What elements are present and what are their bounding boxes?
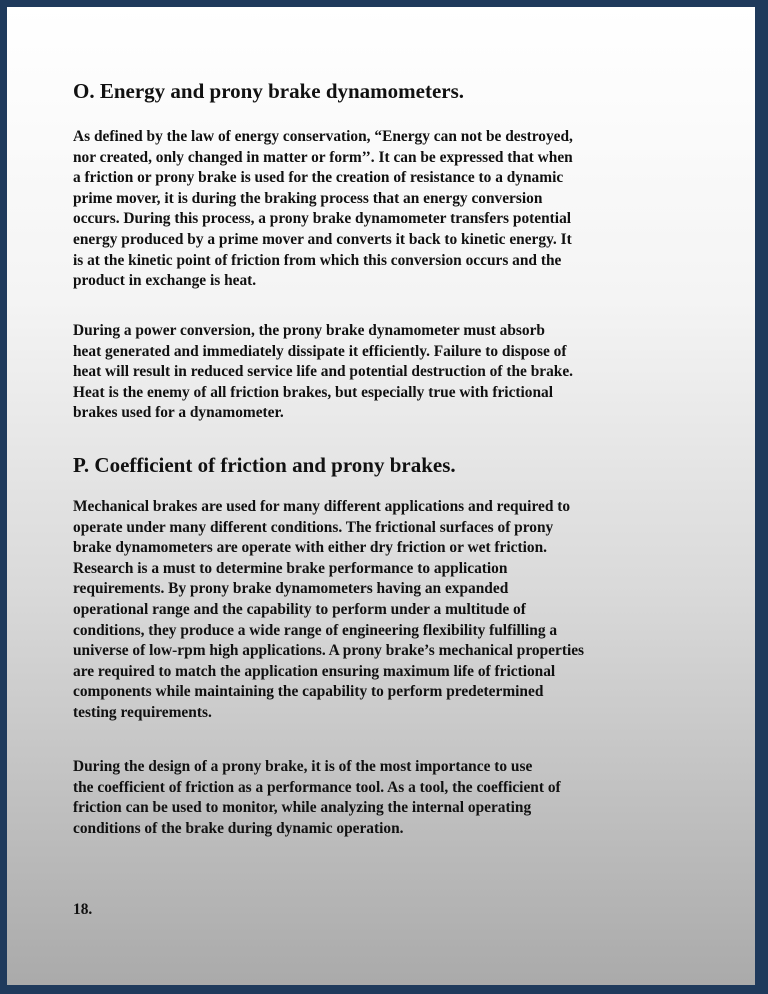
text-line: brakes used for a dynamometer. [73,404,284,422]
text-line: energy produced by a prime mover and converts it back to kinetic energy. It [73,230,572,248]
text-line: Heat is the enemy of all friction brakes, but especially true with frictional [73,383,554,401]
text-line: conditions of the brake during dynamic operation. [73,819,404,837]
text-line: nor created, only changed in matter or form’’. It can be expressed that when [73,148,573,166]
text-line: product in exchange is heat. [73,272,257,290]
text-line: are required to match the application ensuring maximum life of frictional [73,662,556,680]
section-o-paragraph-1 [73,127,713,292]
section-o-paragraph-2 [73,321,713,424]
text-line: During the design of a prony brake, it is of the most importance to use [73,758,533,775]
text-line: heat generated and immediately dissipate it efficiently. Failure to dispose of [73,342,567,360]
text-line: heat will result in reduced service life and potential destruction of the brake. [73,363,574,381]
text-line: During a power conversion, the prony brake dynamometer must absorb [73,322,545,339]
text-line: conditions, they produce a wide range of engineering flexibility fulfilling a [73,621,558,639]
section-p-paragraph-1 [73,497,713,724]
section-p-heading: P. Coefficient of friction and prony brakes. [73,453,456,477]
text-line: is at the kinetic point of friction from which this conversion occurs and the [73,251,562,269]
text-line: operate under many different conditions. The frictional surfaces of prony [73,518,554,536]
text-line: friction can be used to monitor, while analyzing the internal operating [73,799,532,817]
text-line: the coefficient of friction as a performance tool. As a tool, the coefficient of [73,778,561,796]
text-line: operational range and the capability to perform under a multitude of [73,600,526,618]
text-line: brake dynamometers are operate with either dry friction or wet friction. [73,539,547,557]
text-line: requirements. By prony brake dynamometers having an expanded [73,580,509,598]
section-o-heading: O. Energy and prony brake dynamometers. [73,79,465,103]
document-page [4,4,758,988]
section-p-paragraph-2 [73,757,713,839]
text-line: a friction or prony brake is used for the creation of resistance to a dynamic [73,169,564,187]
text-line: components while maintaining the capability to perform predetermined [73,683,544,701]
text-line: testing requirements. [73,703,212,721]
text-line: occurs. During this process, a prony brake dynamometer transfers potential [73,210,572,228]
text-line: Research is a must to determine brake performance to application [73,559,508,577]
page-number: 18. [73,901,93,918]
text-line: universe of low-rpm high applications. A prony brake’s mechanical properties [73,642,585,660]
text-line: Mechanical brakes are used for many different applications and required to [73,498,571,515]
text-line: prime mover, it is during the braking process that an energy conversion [73,189,543,207]
text-line: As defined by the law of energy conservation, “Energy can not be destroyed, [73,128,573,145]
